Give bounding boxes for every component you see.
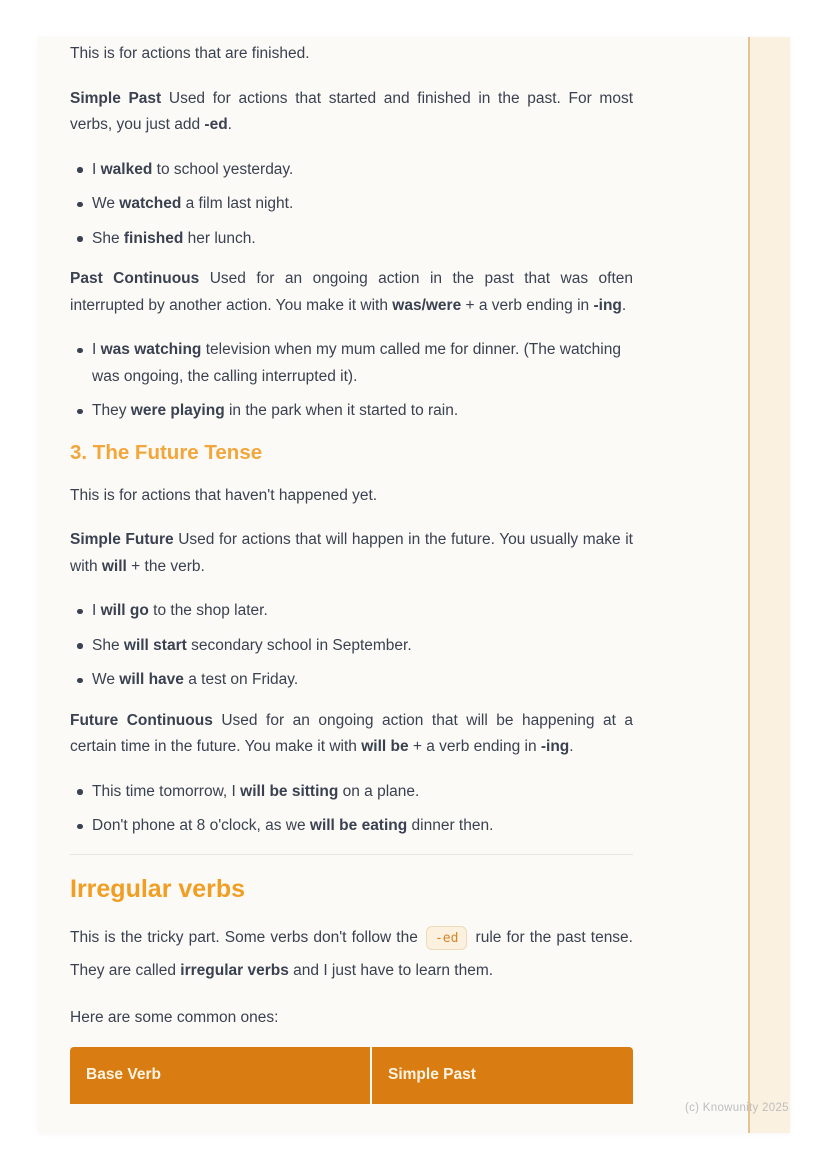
bullet-list-simple-future — [70, 598, 633, 694]
paragraph-past-continuous: Past Continuous Used for an ongoing action in the past that was often interrupted by another action. You make it with was/were + a verb ending in -ing. — [70, 270, 633, 314]
list-item: I walked to school yesterday. — [70, 157, 633, 184]
list-item: She finished her lunch. — [70, 226, 633, 253]
table-header-simple-past: Simple Past — [370, 1047, 633, 1104]
section-heading-future-tense: 3. The Future Tense — [70, 440, 263, 464]
list-item: We will have a test on Friday. — [70, 667, 633, 694]
inline-code-badge: -ed — [426, 926, 467, 950]
paragraph-finished: This is for actions that are finished. — [70, 45, 310, 62]
list-item: Don't phone at 8 o'clock, as we will be eating dinner then. — [70, 813, 633, 840]
section-divider — [70, 854, 633, 855]
paragraph-future-intro: This is for actions that haven't happened yet. — [70, 486, 378, 504]
bullet-list-future-continuous — [70, 779, 633, 840]
table-header-base-verb: Base Verb — [70, 1047, 370, 1104]
table-header-row — [70, 1047, 633, 1104]
bullet-list-past-continuous — [70, 337, 633, 425]
paragraph-common-ones: Here are some common ones: — [70, 1008, 279, 1026]
list-item: I will go to the shop later. — [70, 598, 633, 625]
page-edge-strip — [748, 37, 790, 1133]
document-content — [70, 37, 633, 1104]
list-item: We watched a film last night. — [70, 191, 633, 218]
paragraph-irregular: This is the tricky part. Some verbs don't follow the -ed rule for the past tense. They are called irregular verbs and I just have to learn them. — [70, 921, 633, 987]
list-item: They were playing in the park when it started to rain. — [70, 398, 633, 425]
watermark: (c) Knowunity 2025 — [685, 1102, 789, 1114]
list-item: This time tomorrow, I will be sitting on a plane. — [70, 779, 633, 806]
bullet-list-simple-past — [70, 157, 633, 253]
section-heading-irregular-verbs: Irregular verbs — [70, 874, 246, 903]
irregular-verbs-table — [70, 1047, 633, 1104]
paragraph-future-continuous: Future Continuous Used for an ongoing action that will be happening at a certain time in the future. You make it with will be + a verb ending in -ing. — [70, 711, 634, 755]
document-page — [38, 37, 790, 1133]
paragraph-simple-future: Simple Future Used for actions that will happen in the future. You usually make it with will + the verb. — [70, 531, 633, 575]
list-item: I was watching television when my mum called me for dinner. (The watching was ongoing, the calling interrupted it). — [70, 337, 633, 390]
paragraph-simple-past: Simple Past Used for actions that started and finished in the past. For most verbs, you just add -ed. — [70, 89, 633, 133]
list-item: She will start secondary school in September. — [70, 633, 633, 660]
